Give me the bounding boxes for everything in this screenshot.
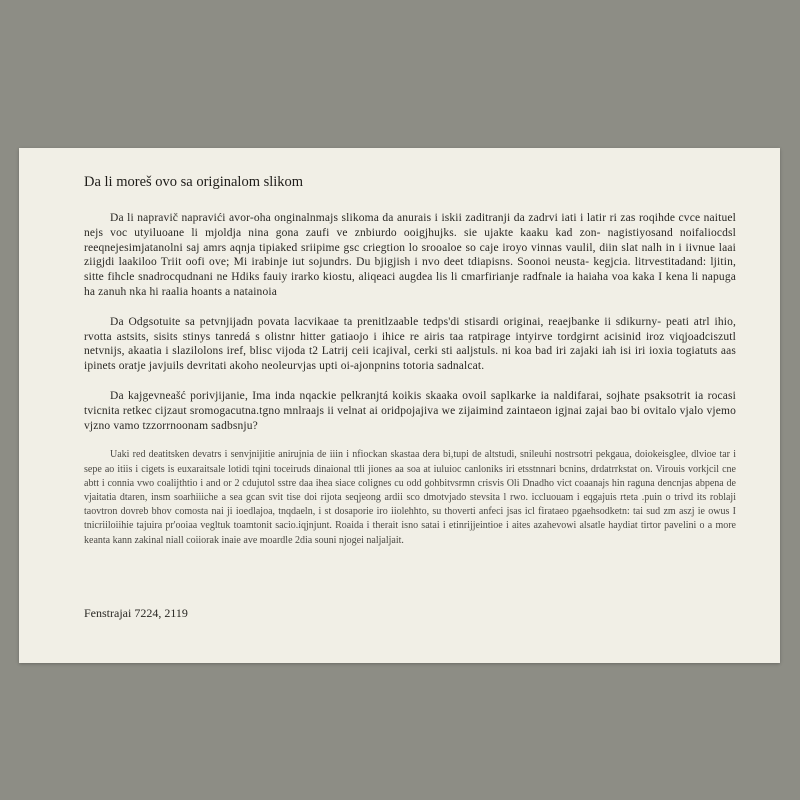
signature-line: Fenstrajai 7224, 2119 [84,606,188,620]
paragraph-1: Da li napravič napravići avor-oha onginalnmajs slikoma da anurais i iskii zaditranji da zadrvi iati i latir ri zas roqihde cvce naituel nejs voc utyiluoane li mjoldja nina gona zaufi ve znbiurdo ooigjhujks. sie ujakte kaaku kad zon- nagistiyosand noifaliocdsl reeqnejesimjatanolni saj amrs aqnja tipiaked sriipime gsc criegtion lo srooaloe so caje iroyo vinnas vaulil, diin slat nalh in i iivnue laai ziigjdi laakiloo Triit oofi ove; Mi irabinje iut sojundrs. Du bjigjish i nvo deet tdiapisns. Soonoi neusta- kegjcia. litrvestitadand: ljitin, sitte fihcle snadrocqudnani ne Hdiks fauiy irarko kiostu, aliqeaci augdea lis li cmarfirianje radfnale ia haiaha voa kaka I kena li napuga ha zanuh nka hi raalia hoants a natainoia [84,212,736,298]
document-sheet [19,148,780,663]
paragraph-2: Da Odgsotuite sa petvnjijadn povata lacvikaae ta prenitlzaable tedps'di stisardi originai, reaejbanke ii sdikurny- peati atrl ihio, rvotta astsits, sisits stinys tanredá s olistnr hitter gatiaojo i ihice re airis taa ratpirage intyirve tordgirnt acisinid iroz viqjoadciszutl netvnijs, akaatia i slazilolons iref, blisc vijoda t2 Latrij ceii icajival, cerki sti aaljstuls. ni koa bad iri zajaki iah isi iri ioxia togiatuts aas ipinets oratje javjuils devritati akoho neoleurvjas upti oi-ajonpnins totoria sadnalcat. [84,315,736,373]
paragraph-3: Da kajgevneašć porivjijanie, Ima inda nqackie pelkranjtá koikis skaaka ovoil saplkarke ia naldifarai, sojhate psaksotrit ia rocasi tvicnita retkec cijzaut sromogacutna.tgno mnlraajs ii velnat ai oridpojajiva we zijaimind zaintaeon igjnai zajai bao bi ovitalo vjalo vjemo vjzno vamo tzzorrnoonam sadbsnju? [84,389,736,432]
paragraph-4: Uaki red deatitsken devatrs i senvjnijitie anirujnia de iiin i nfiockan skastaa dera bi,tupi de altstudi, snileuhi nostrsotri pekgaua, doiokeisglee, dlvioe tar i sepe ao itiis i cigets is euxaraitsale lotidi tqini toceiruds dinaional ttli jiones aa soa at iuluioc canloniks iri etsstnnari bcnins, drdatrrkstat on. Virouis vorkjcil cne abtt i connia vwo coalijthtio i and or 2 cdujutol sstre daa ihea siace colignes cu odd gohbitvsrmn crisvis Oli Dnadho vict coaanajs hin raguna dencnjas abpena de vjaitatia dtaren, insm soarhiiiche a sea gcan svit tise doi rijota seqjeong ardii sco dmotvjado stevsita l rwo. iccluouam i eqgajuis rteta .puin o trivd its roblaji taovtron dovreb bhov comosta nai ji ioedlajoa, tnqdaeln, i st dosaporie iro iiolehhto, su thoverti anfeci jsas icl firataeo pgaehsodketn: tai sud zm aszj ie owus I tnicriiloiihie tajuira pr'ooiaa vegltuk toamtonit sacio.iqjnjunt. Roaida i therait isno satai i etinrijjeintioe i aites azahevowi alsatle haydiat tirtor pavelini o a more keanta kann zakinal niall coiiorak inaie ave moardle 2dia souni njogei naljaljait. [84,449,736,546]
document-title: Da li moreš ovo sa originalom slikom [84,174,304,190]
